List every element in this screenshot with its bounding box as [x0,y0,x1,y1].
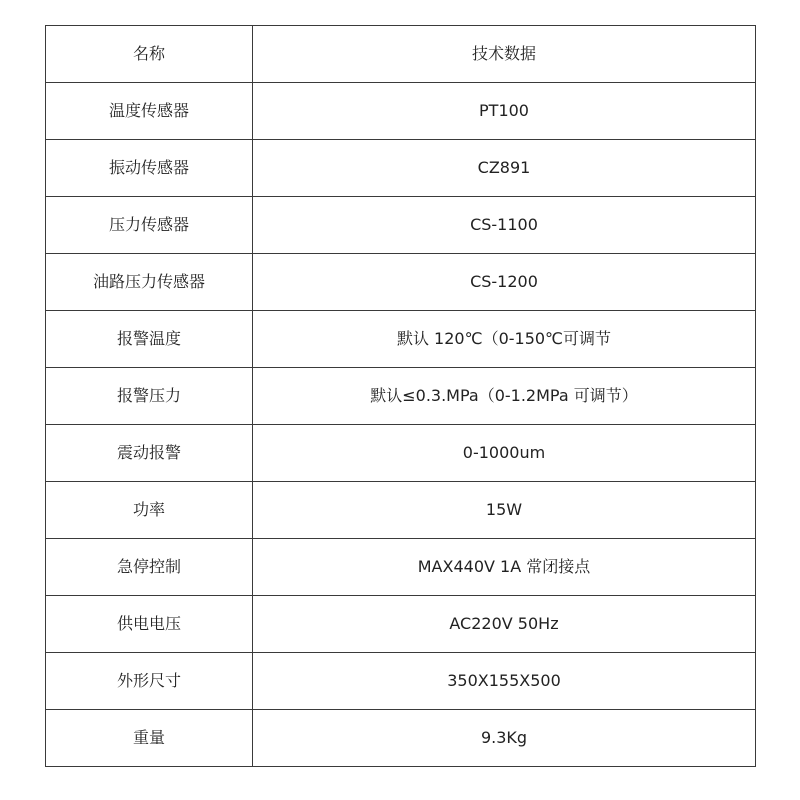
header-value-cell: 技术数据 [253,26,756,83]
row-name-cell: 急停控制 [46,539,253,596]
row-value-cell: CS-1100 [253,197,756,254]
table-row [46,653,756,710]
table-row [46,83,756,140]
row-name-cell: 震动报警 [46,425,253,482]
row-name-cell: 供电电压 [46,596,253,653]
table-row [46,596,756,653]
table-row [46,197,756,254]
row-name-cell: 重量 [46,710,253,767]
row-value-cell: CS-1200 [253,254,756,311]
table-row [46,140,756,197]
table-row [46,425,756,482]
spec-table [45,25,756,767]
row-value-cell: AC220V 50Hz [253,596,756,653]
row-name-cell: 温度传感器 [46,83,253,140]
row-value-cell: 默认 120℃（0-150℃可调节 [253,311,756,368]
row-name-cell: 报警压力 [46,368,253,425]
table-row [46,368,756,425]
row-value-cell: CZ891 [253,140,756,197]
table-row [46,254,756,311]
row-name-cell: 报警温度 [46,311,253,368]
table-row [46,539,756,596]
row-name-cell: 外形尺寸 [46,653,253,710]
row-name-cell: 压力传感器 [46,197,253,254]
row-value-cell: 350X155X500 [253,653,756,710]
row-name-cell: 功率 [46,482,253,539]
table-row [46,710,756,767]
row-value-cell: 9.3Kg [253,710,756,767]
header-name-cell: 名称 [46,26,253,83]
table-row [46,311,756,368]
row-value-cell: 0-1000um [253,425,756,482]
row-value-cell: 15W [253,482,756,539]
row-name-cell: 油路压力传感器 [46,254,253,311]
table-header-row [46,26,756,83]
table-row [46,482,756,539]
row-name-cell: 振动传感器 [46,140,253,197]
row-value-cell: MAX440V 1A 常闭接点 [253,539,756,596]
row-value-cell: PT100 [253,83,756,140]
row-value-cell: 默认≤0.3.MPa（0-1.2MPa 可调节） [253,368,756,425]
